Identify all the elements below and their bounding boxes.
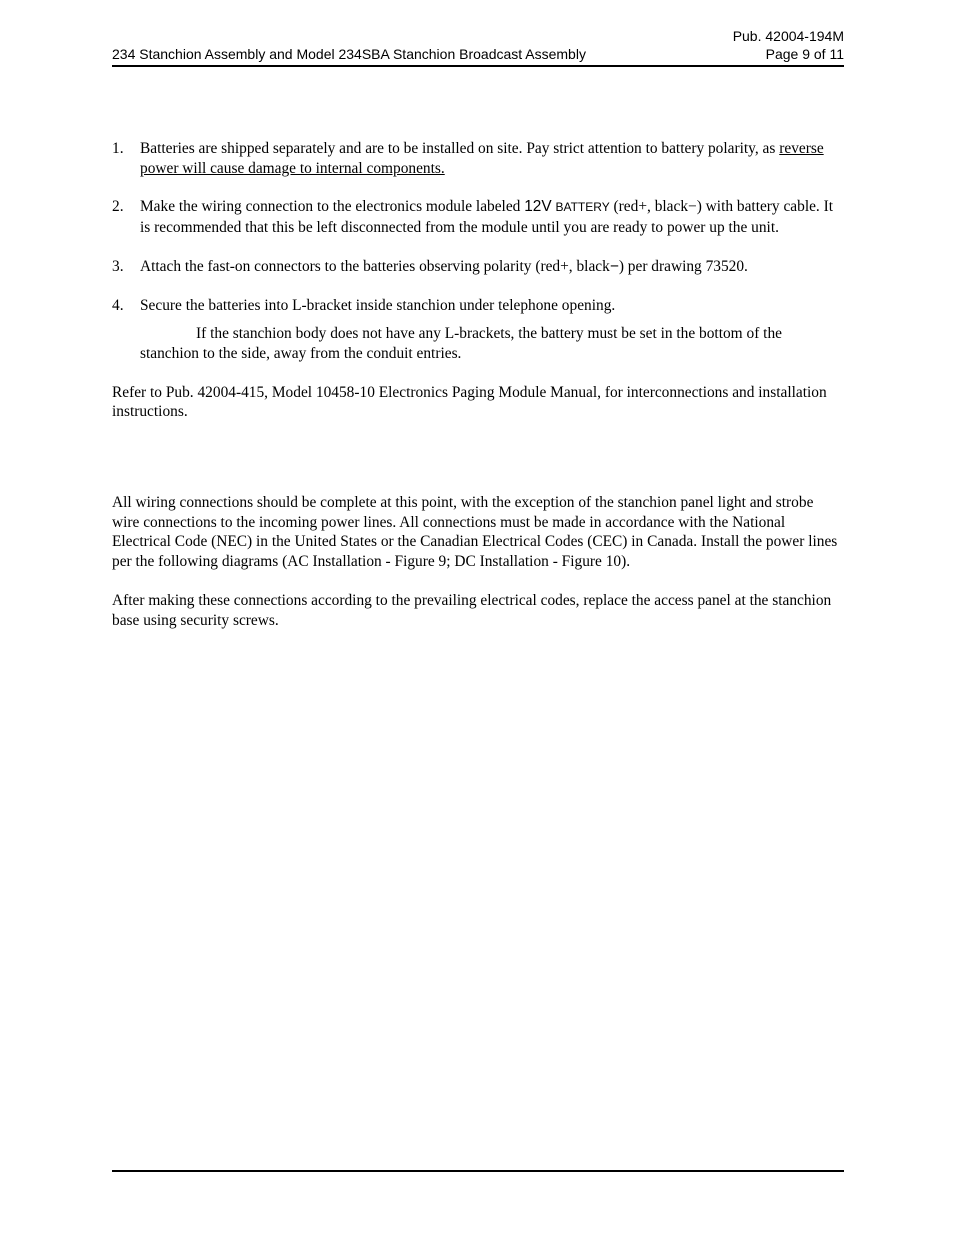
module-label-voltage: 12V	[524, 198, 552, 216]
note-text: If the stanchion body does not have any L-brackets, the battery must be set in the bottom of the stanchion to the side, away from the conduit entries.	[140, 325, 782, 362]
document-title: 234 Stanchion Assembly and Model 234SBA Stanchion Broadcast Assembly	[112, 46, 586, 62]
running-header	[112, 46, 844, 63]
step-note	[140, 324, 844, 363]
module-label-word: BATTERY	[555, 200, 610, 215]
step-text-continued: (red+, black−) with battery cable. It is recommended that this be left disconnected from the module until you are ready to power up the unit.	[140, 198, 834, 237]
step-number: 2.	[112, 198, 124, 216]
step-3	[112, 257, 844, 277]
closing-paragraph: After making these connections according to the prevailing electrical codes, replace the access panel at the stanchion base using security screws.	[112, 591, 832, 629]
step-number: 4.	[112, 296, 124, 314]
step-number: 1.	[112, 140, 124, 157]
step-number: 3.	[112, 257, 124, 275]
page-body	[112, 139, 844, 630]
publication-number: Pub. 42004-194M	[732, 28, 844, 44]
minus-sign: −	[609, 257, 619, 275]
footer-rule	[112, 1170, 844, 1172]
step-text: Attach the fast-on connectors to the batteries observing polarity (red+, black	[140, 257, 610, 275]
step-text-continued: ) per drawing 73520.	[618, 257, 748, 275]
step-2	[112, 197, 844, 237]
reference-paragraph: Refer to Pub. 42004-415, Model 10458-10 Electronics Paging Module Manual, for interconnections and installation instructions.	[112, 383, 827, 421]
header-rule	[112, 65, 844, 67]
step-text: Batteries are shipped separately and are to be installed on site. Pay strict attention to battery polarity, as	[140, 140, 780, 157]
step-text: Secure the batteries into L-bracket inside stanchion under telephone opening.	[140, 296, 616, 314]
page-number: Page 9 of 11	[765, 46, 844, 62]
step-1	[112, 139, 844, 178]
step-text: Make the wiring connection to the electronics module labeled	[140, 198, 525, 216]
step-4	[112, 296, 844, 364]
warning-underlined-text: reverse power will cause damage to internal components.	[140, 140, 824, 177]
wiring-paragraph: All wiring connections should be complete at this point, with the exception of the stanchion panel light and strobe wire connections to the incoming power lines. All connections must be made in accordance with the National Electrical Code (NEC) in the United States or the Canadian Electrical Codes (CEC) in Canada. Install the power lines per the following diagrams (AC Installation - Figure 9; DC Installation - Figure 10).	[112, 494, 838, 571]
